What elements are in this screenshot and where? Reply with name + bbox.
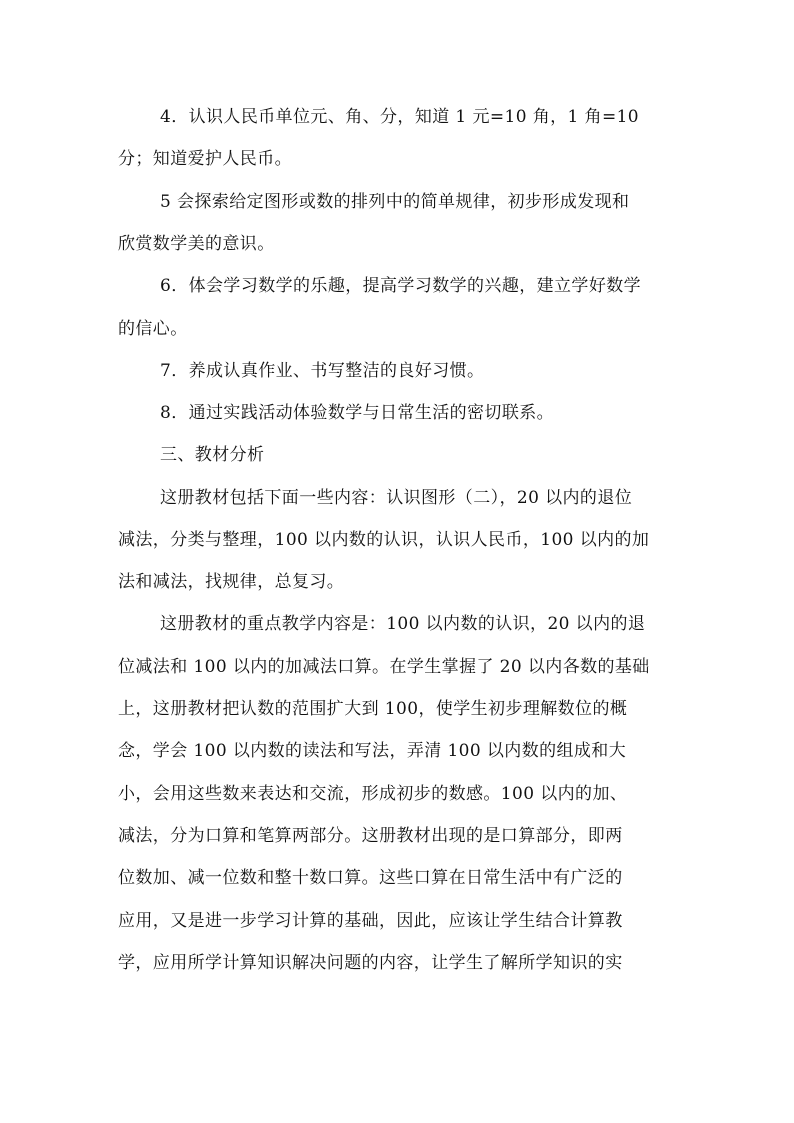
text-line-10: 这册教材包括下面一些内容：认识图形（二），20 以内的退位: [160, 488, 633, 508]
text-line-1: 4．认识人民币单位元、角、分，知道 1 元=10 角，1 角=10: [160, 107, 640, 127]
text-line-17: 小，会用这些数来表达和交流，形成初步的数感。100 以内的加、: [118, 784, 628, 804]
text-line-4: 欣赏数学美的意识。: [118, 234, 275, 254]
section-heading: 三、教材分析: [160, 445, 265, 465]
text-line-19: 位数加、减一位数和整十数口算。这些口算在日常生活中有广泛的: [118, 868, 623, 888]
text-line-2: 分；知道爱护人民币。: [118, 149, 292, 169]
text-line-15: 上，这册教材把认数的范围扩大到 100，使学生初步理解数位的概: [118, 699, 628, 719]
text-line-21: 学，应用所学计算知识解决问题的内容，让学生了解所学知识的实: [118, 953, 623, 973]
text-line-20: 应用，又是进一步学习计算的基础，因此，应该让学生结合计算教: [118, 911, 623, 931]
text-line-12: 法和减法，找规律，总复习。: [118, 572, 345, 592]
text-line-16: 念，学会 100 以内数的读法和写法，弄清 100 以内数的组成和大: [118, 741, 627, 761]
text-line-3: 5 会探索给定图形或数的排列中的简单规律，初步形成发现和: [160, 192, 630, 212]
text-line-6: 的信心。: [118, 319, 188, 339]
text-line-13: 这册教材的重点教学内容是：100 以内数的认识，20 以内的退: [160, 614, 646, 634]
text-line-8: 8．通过实践活动体验数学与日常生活的密切联系。: [160, 403, 555, 423]
text-line-7: 7．养成认真作业、书写整洁的良好习惯。: [160, 361, 485, 381]
text-line-18: 减法，分为口算和笔算两部分。这册教材出现的是口算部分，即两: [118, 826, 623, 846]
text-line-11: 减法，分类与整理，100 以内数的认识，认识人民币，100 以内的加: [118, 530, 650, 550]
text-line-5: 6．体会学习数学的乐趣，提高学习数学的兴趣，建立学好数学: [160, 276, 642, 296]
text-line-14: 位减法和 100 以内的加减法口算。在学生掌握了 20 以内各数的基础: [118, 657, 650, 677]
